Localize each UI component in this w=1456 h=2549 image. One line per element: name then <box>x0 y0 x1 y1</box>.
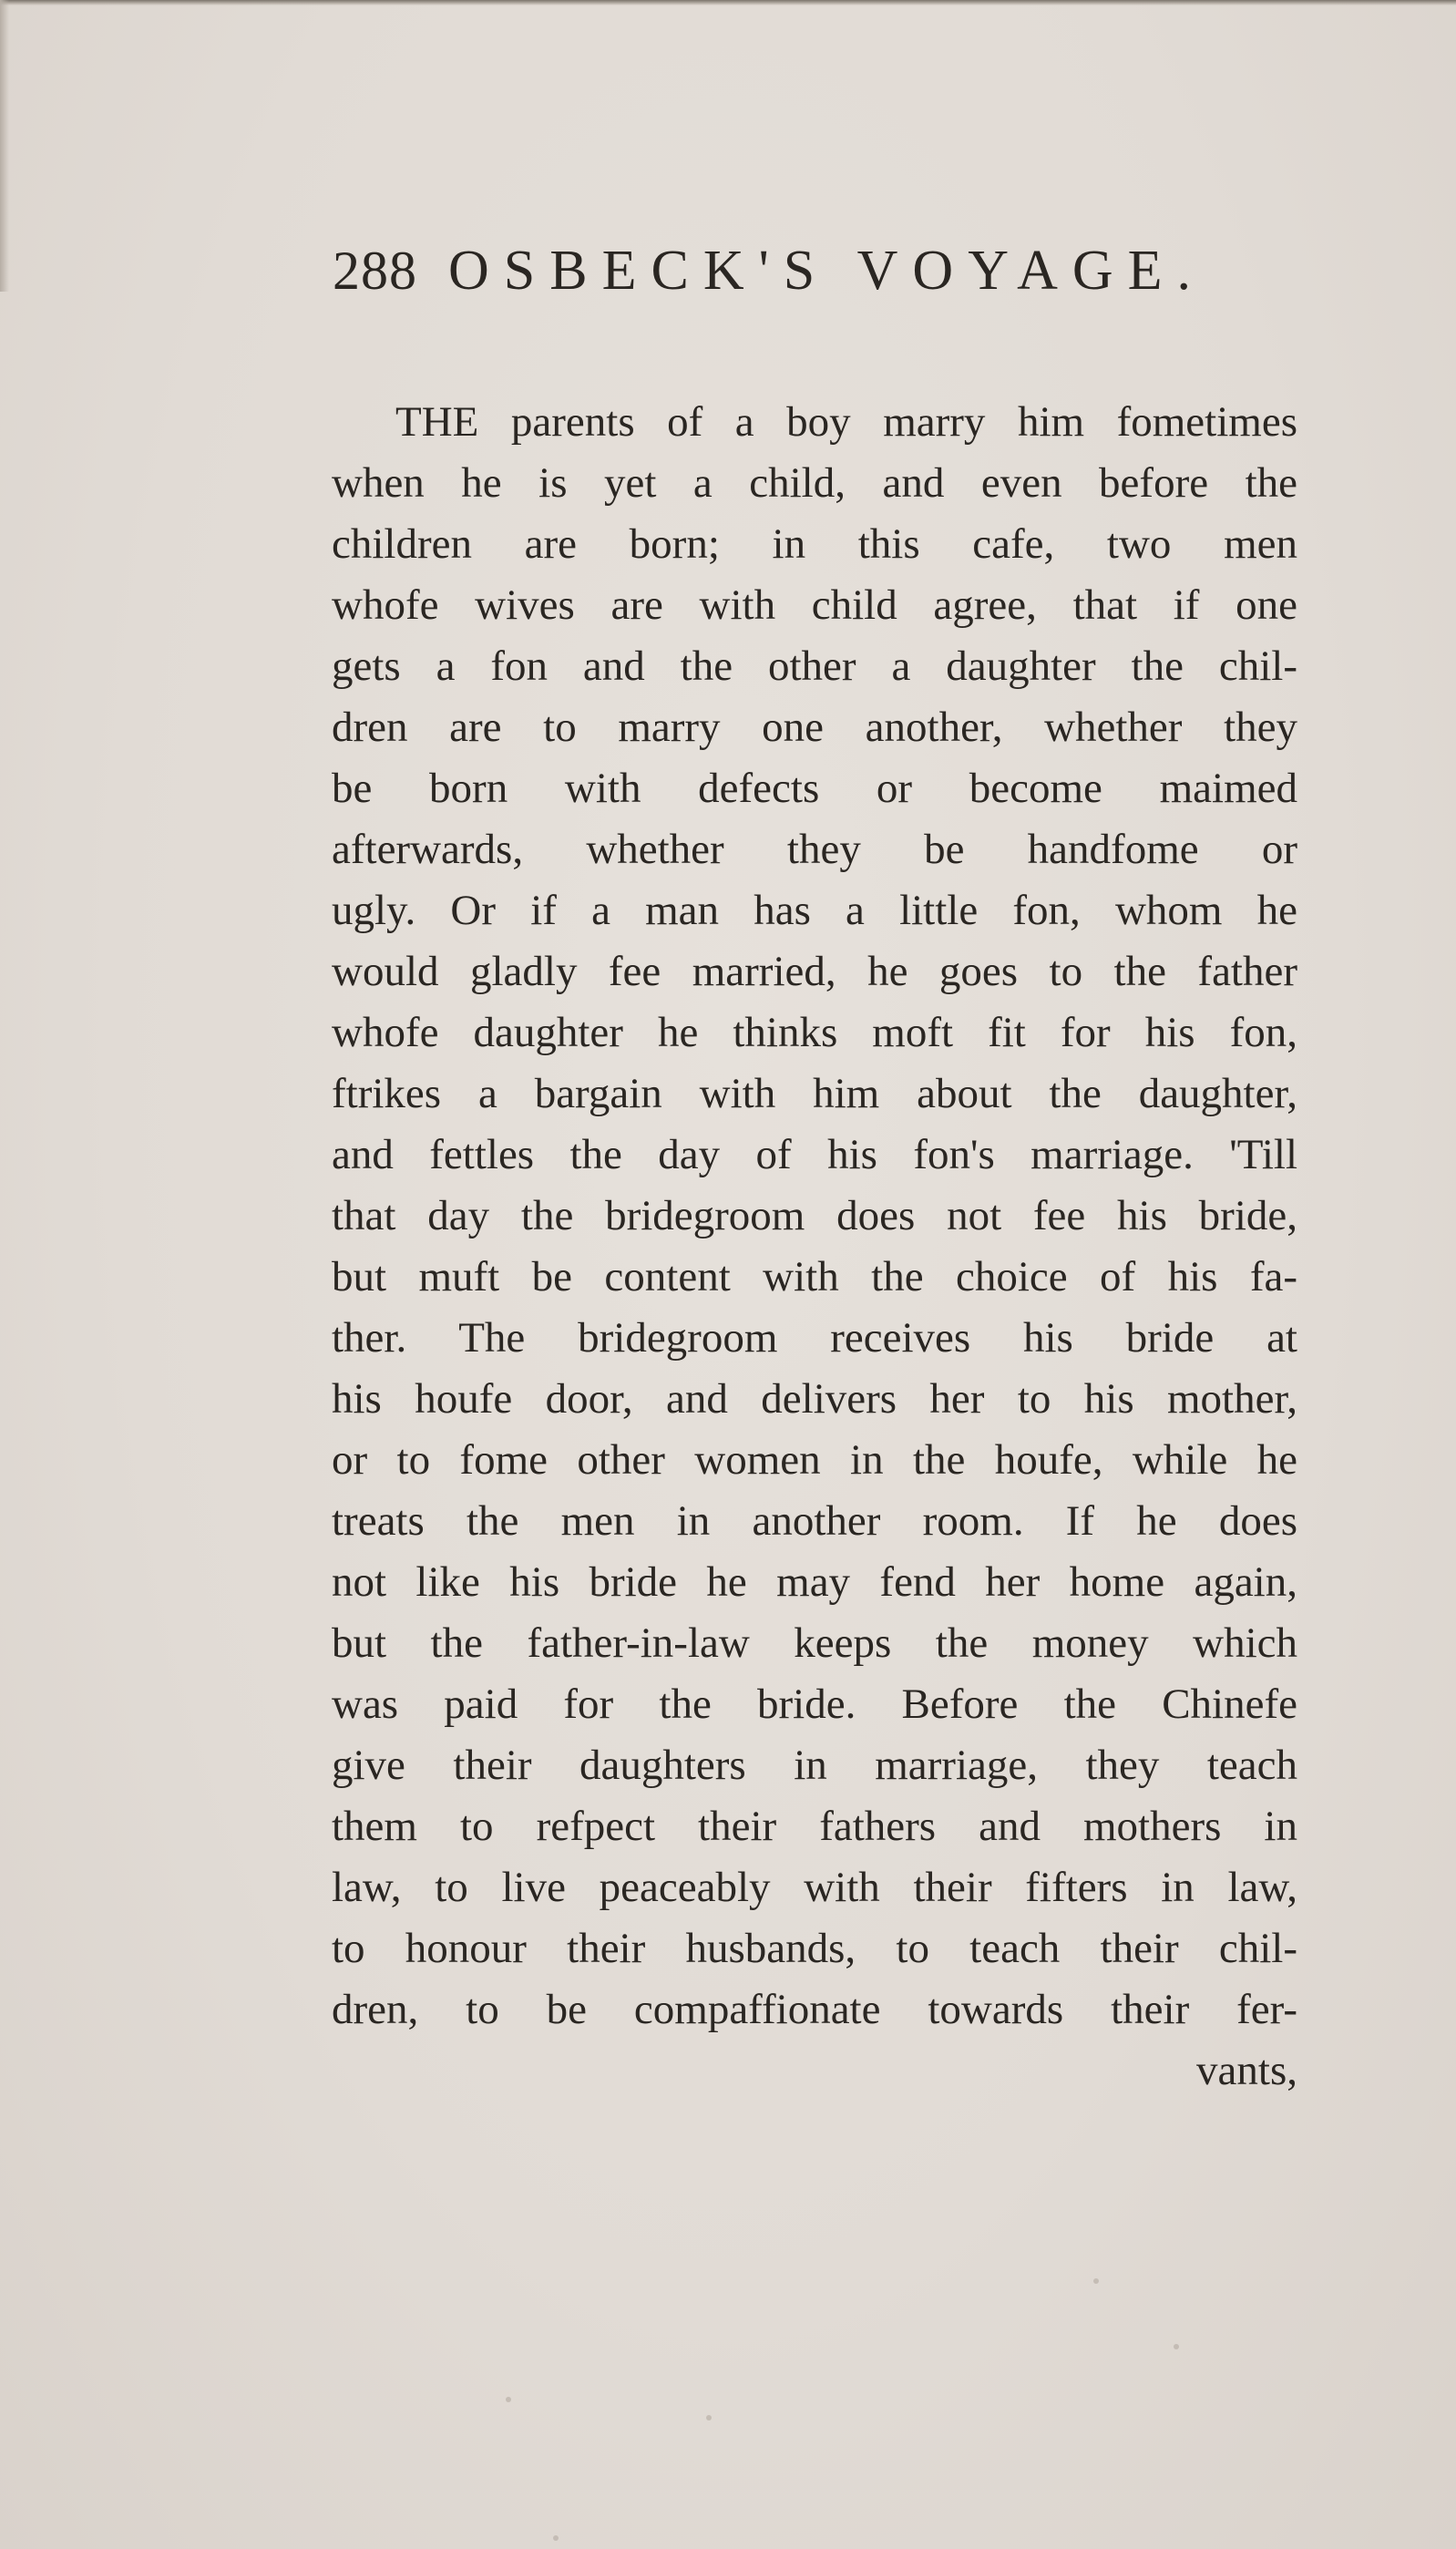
text-line: ther. The bridegroom receives his bride at <box>332 1314 1297 1362</box>
catchword: vants, <box>1196 2047 1297 2094</box>
text-line: dren, to be compaffionate towards their fer- <box>332 1986 1297 2033</box>
body-text <box>332 392 1297 2102</box>
page-header <box>333 239 1244 321</box>
text-line: not like his bride he may fend her home again, <box>332 1558 1297 1606</box>
text-line: and fettles the day of his fon's marriage. 'Till <box>332 1131 1297 1178</box>
text-line: THE parents of a boy marry him fometimes <box>395 398 1297 446</box>
text-line: whofe daughter he thinks moft fit for his fon, <box>332 1009 1297 1056</box>
text-line: to honour their husbands, to teach their chil- <box>332 1925 1297 1972</box>
text-line: treats the men in another room. If he does <box>332 1497 1297 1545</box>
paper-speck <box>706 2415 712 2421</box>
text-line: but the father-in-law keeps the money which <box>332 1619 1297 1667</box>
paper-speck <box>1093 2278 1099 2284</box>
page-left-edge <box>0 0 9 292</box>
text-line: would gladly fee married, he goes to the father <box>332 948 1297 995</box>
text-line: afterwards, whether they be handfome or <box>332 826 1297 873</box>
text-line: gets a fon and the other a daughter the chil- <box>332 642 1297 690</box>
paper-speck <box>553 2535 559 2541</box>
text-line: be born with defects or become maimed <box>332 765 1297 812</box>
text-line: ugly. Or if a man has a little fon, whom he <box>332 887 1297 934</box>
text-line: but muft be content with the choice of his fa- <box>332 1253 1297 1300</box>
text-line: was paid for the bride. Before the Chinefe <box>332 1680 1297 1728</box>
text-line: dren are to marry one another, whether they <box>332 704 1297 751</box>
page-number: 288 <box>333 241 417 301</box>
page-top-edge <box>0 0 1456 5</box>
running-head: OSBECK'S VOYAGE. <box>448 240 1206 302</box>
paper-speck <box>1174 2344 1179 2349</box>
text-line: ftrikes a bargain with him about the daughter, <box>332 1070 1297 1117</box>
text-line: when he is yet a child, and even before the <box>332 459 1297 507</box>
text-line: that day the bridegroom does not fee his bride, <box>332 1192 1297 1239</box>
text-line: law, to live peaceably with their fifters in law, <box>332 1864 1297 1911</box>
paper-speck <box>506 2397 511 2402</box>
text-line: whofe wives are with child agree, that if one <box>332 581 1297 629</box>
text-line: give their daughters in marriage, they teach <box>332 1742 1297 1789</box>
text-line: children are born; in this cafe, two men <box>332 520 1297 568</box>
text-line: or to fome other women in the houfe, while he <box>332 1436 1297 1484</box>
text-line: them to refpect their fathers and mothers in <box>332 1803 1297 1850</box>
text-line: his houfe door, and delivers her to his mother, <box>332 1375 1297 1423</box>
